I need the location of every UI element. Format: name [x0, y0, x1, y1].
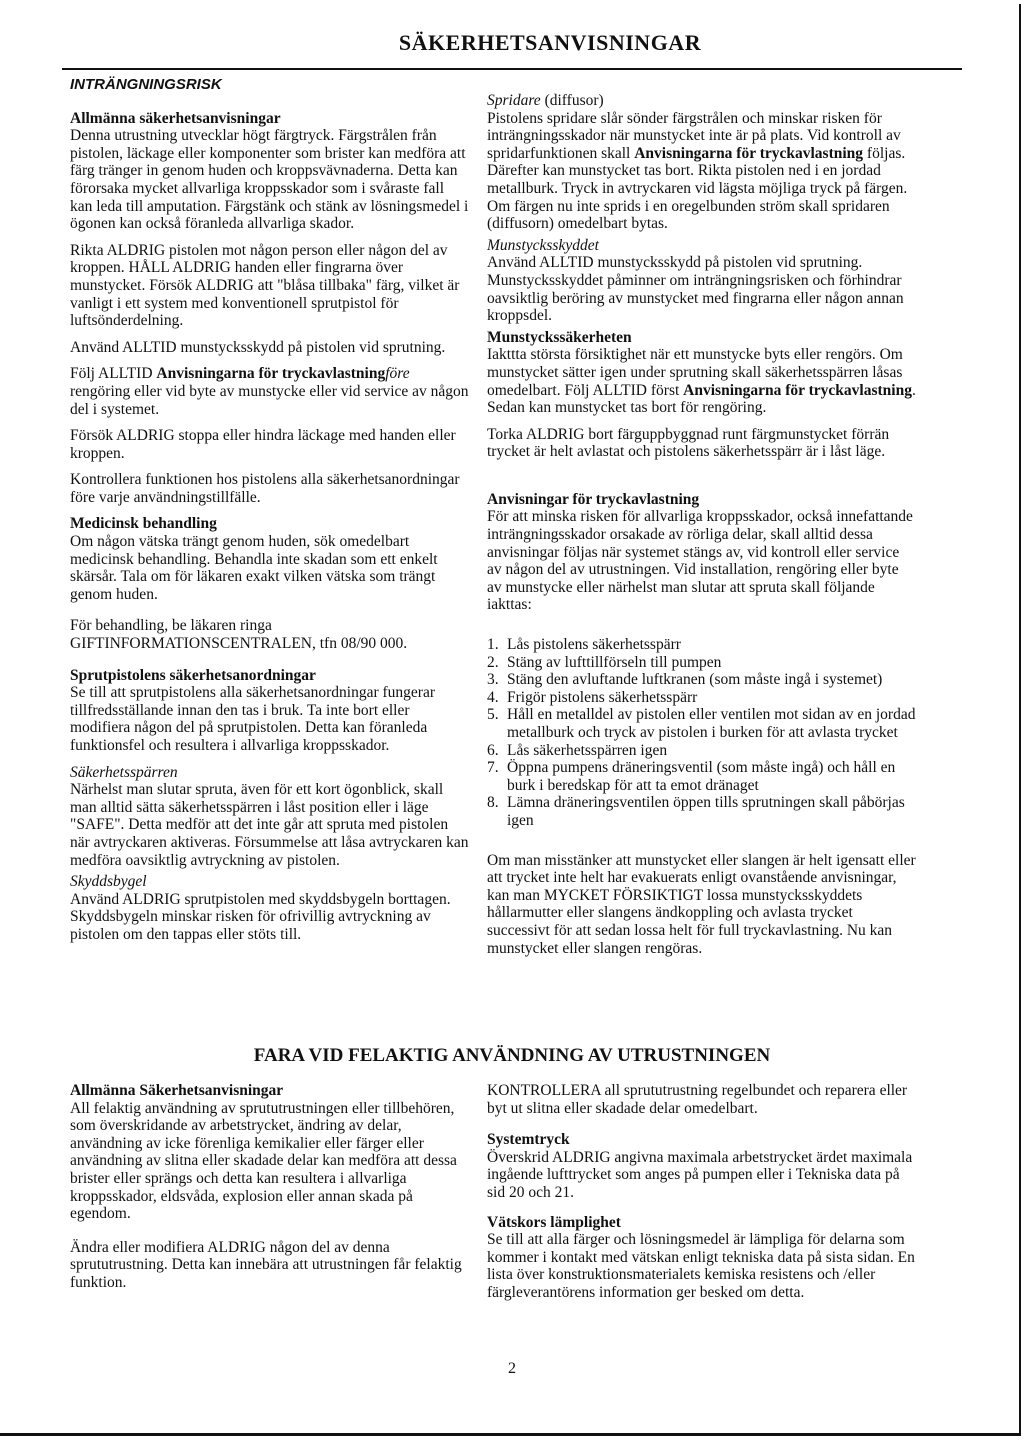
- step-text: Frigör pistolens säkerhetsspärr: [507, 688, 698, 706]
- modify-warning-text: Ändra eller modifiera ALDRIG någon del av denna sprututrustning. Detta kan innebära att utrustningen får felaktig funktion.: [70, 1238, 462, 1291]
- step-text: Stäng av lufttillförseln till pumpen: [507, 653, 722, 671]
- system-pressure-heading: Systemtryck: [487, 1131, 570, 1149]
- section-heading-intrangningsrisk: INTRÄNGNINGSRISK: [70, 76, 222, 93]
- relief-step: [487, 689, 917, 707]
- page-border-right: [1019, 4, 1021, 1436]
- paragraph-never-aim: Rikta ALDRIG pistolen mot någon person eller någon del av kroppen. HÅLL ALDRIG handen eller fingrarna över munstycket. Försök ALDRIG att "blåsa tillbaka" färg, vilket är vanligt i ett system med konventionell sprutpistol för luftsönderdelning.: [70, 241, 460, 330]
- diffuser-text: Pistolens spridare slår sönder färgstrålen och minskar risken för inträngningsskador när munstycket inte är på plats. Vid kontroll av spridarfunktionen skall Anvisningarna för tryckavlastning följas. Därefter kan munstycket tas bort. Rikta pistolen ned i en jordad metallburk. Tryck in avtryckaren vid lägsta möjliga tryck på färgen. Om färgen nu inte sprids i en oregelbunden ström skall spridaren (diffusorn) omedelbart bytas.: [487, 109, 908, 233]
- paragraph-never-stop-leak: Försök ALDRIG stoppa eller hindra läckage med handen eller kroppen.: [70, 427, 456, 462]
- relief-step: [487, 706, 917, 741]
- step-number: 6.: [487, 741, 499, 759]
- bottom-left-column: [70, 1082, 470, 1301]
- medical-heading: Medicinsk behandling: [70, 515, 217, 533]
- trigger-guard-subheading: Skyddsbygel: [70, 873, 147, 891]
- step-text: Lås pistolens säkerhetsspärr: [507, 636, 681, 654]
- gun-safety-text: Se till att sprutpistolens alla säkerhetsanordningar fungerar tillfredsställande innan den tas i bruk. Ta inte bort eller modifiera någon del på sprutpistolen. Detta kan föranleda funktionsfel och resultera i allvarliga kroppsskador.: [70, 684, 436, 754]
- right-column: [487, 92, 917, 966]
- step-number: 7.: [487, 759, 499, 777]
- relief-step: [487, 671, 917, 689]
- fluid-compatibility-heading: Vätskors lämplighet: [487, 1213, 621, 1231]
- diffuser-subheading: Spridare (diffusor): [487, 92, 604, 109]
- relief-step: [487, 636, 917, 654]
- tipguard-text: Använd ALLTID munstycksskydd på pistolen vid sprutning. Munstycksskyddet påminner om inträngningsrisken och förhindrar oavsiktlig beröring av munstycket med fingrarna eller någon annan kroppsdel.: [487, 254, 904, 325]
- step-number: 2.: [487, 653, 499, 671]
- system-pressure-text: Överskrid ALDRIG angivna maximala arbetstrycket ärdet maximala ingående lufttrycket som anges på pumpen eller i Tekniska data på sid 20 och 21.: [487, 1148, 913, 1201]
- step-number: 1.: [487, 636, 499, 654]
- safety-lock-subheading: Säkerhetsspärren: [70, 763, 178, 781]
- relief-step: [487, 794, 917, 829]
- pressure-relief-text: För att minska risken för allvarliga kroppsskador, också innefattande inträngningsskador orsakade av rörliga delar, skall alltid dessa anvisningar följas när systemet stängs av, vid kontroll eller service av någon del av utrustningen. Vid installation, rengöring eller byte av munstycke eller närhelst man slutar att spruta skall följande iakttas:: [487, 508, 913, 614]
- clogged-tip-text: Om man misstänker att munstycket eller slangen är helt igensatt eller att trycket inte helt har evakuerats enligt ovanstående anvisningar, kan man MYCKET FÖRSIKTIGT lossa munstycksskyddets hållarmutter eller slangens ändkoppling och avlasta trycket successivt för att sedan lossa helt för full tryckavlastning. Nu kan munstycket eller slangen rengöras.: [487, 851, 916, 957]
- trigger-guard-text: Använd ALDRIG sprutpistolen med skyddsbygeln borttagen. Skyddsbygeln minskar risken för ofrivillig avtryckning av pistolen om den tappas eller stöts till.: [70, 890, 451, 943]
- wipe-warning-text: Torka ALDRIG bort färguppbyggnad runt färgmunstycket förrän trycket är helt avlastat och pistolens säkerhetsspärr är i låst läge.: [487, 425, 890, 461]
- pressure-relief-steps: [487, 636, 917, 830]
- bottom-right-column: [487, 1082, 917, 1311]
- step-text: Öppna pumpens dräneringsventil (som måste ingå) och håll en burk i beredskap för att ta emot dränaget: [507, 759, 896, 794]
- relief-step: [487, 759, 917, 794]
- misuse-text: All felaktig användning av sprututrustningen eller tillbehören, som överskridande av arbetstrycket, ändring av delar, användning av icke förenliga kemikalier eller färger eller användning av slitna eller skadade delar kan medföra att dessa brister eller sprängs och detta kan resultera i allvarliga kroppsskador, eldsvåda, explosion eller annan skada på egendom.: [70, 1099, 457, 1223]
- title-rule: [62, 68, 962, 70]
- medical-text: Om någon vätska trängt genom huden, sök omedelbart medicinsk behandling. Behandla inte skadan som ett enkelt skärsår. Tala om för läkaren exakt vilken vätska som trängt genom huden.: [70, 533, 438, 603]
- paragraph-follow-relief: Följ ALLTID Anvisningarna för tryckavlastningföre rengöring eller vid byte av munstycke eller vid service av någon del i systemet.: [70, 365, 469, 418]
- page-border-bottom: [0, 1433, 1021, 1436]
- left-column: [70, 76, 470, 953]
- tip-safety-heading: Munstyckssäkerheten: [487, 328, 632, 346]
- pressure-relief-heading: Anvisningar för tryckavlastning: [487, 490, 700, 508]
- step-text: Stäng den avluftande luftkranen (som måste ingå i systemet): [507, 671, 883, 689]
- step-text: Lämna dräneringsventilen öppen tills sprutningen skall påbörjas igen: [507, 794, 905, 829]
- gun-safety-heading: Sprutpistolens säkerhetsanordningar: [70, 666, 316, 684]
- medical-call-text: För behandling, be läkaren ringa GIFTINFORMATIONSCENTRALEN, tfn 08/90 000.: [70, 617, 408, 653]
- step-text: Håll en metalldel av pistolen eller ventilen mot sidan av en jordad metallburk och tryck av pistolen i burken för att avlasta trycket: [507, 706, 916, 741]
- inspect-text: KONTROLLERA all sprututrustning regelbundet och reparera eller byt ut slitna eller skadade delar omedelbart.: [487, 1082, 908, 1117]
- page-number: 2: [508, 1360, 516, 1377]
- page-title: SÄKERHETSANVISNINGAR: [398, 30, 702, 55]
- step-number: 3.: [487, 671, 499, 689]
- general-safety-text: Denna utrustning utvecklar högt färgtryck. Färgstrålen från pistolen, läckage eller komponenter som brister kan medföra att färg tränger in genom huden och kroppsvävnaderna. Detta kan förorsaka mycket allvarliga kroppsskador som i svåraste fall kan leda till amputation. Färgstänk och stänk av lösningsmedel i ögonen kan också föranleda allvarliga skador.: [70, 127, 469, 233]
- relief-instructions-ref: Anvisningarna för tryckavlastning: [156, 365, 386, 383]
- step-number: 4.: [487, 688, 499, 706]
- paragraph-always-tipguard: Använd ALLTID munstycksskydd på pistolen vid sprutning.: [70, 338, 446, 356]
- safety-lock-text: Närhelst man slutar spruta, även för ett kort ögonblick, skall man alltid sätta säkerhetsspärren i låst position eller i läge "SAFE". Detta medför att det inte går att spruta med pistolen när avtryckaren aktiveras. Försummelse att låsa avtryckaren kan medföra oavsiktlig avtryckning av pistolen.: [70, 781, 469, 869]
- tipguard-subheading: Munstycksskyddet: [487, 236, 599, 254]
- fluid-compatibility-text: Se till att alla färger och lösningsmedel är lämpliga för delarna som kommer i kontakt med vätskan enligt tekniska data på sista sidan. En lista över konstruktionsmaterialets kemiska resistens och /eller färgleverantörens information ger besked om detta.: [487, 1231, 915, 1301]
- paragraph-check-safety: Kontrollera funktionen hos pistolens alla säkerhetsanordningar före varje användningstillfälle.: [70, 471, 460, 506]
- relief-step: [487, 654, 917, 672]
- danger-heading: FARA VID FELAKTIG ANVÄNDNING AV UTRUSTNINGEN: [253, 1045, 771, 1066]
- general-safety-heading-2: Allmänna Säkerhetsanvisningar: [70, 1082, 284, 1099]
- relief-step: [487, 742, 917, 760]
- step-number: 5.: [487, 706, 499, 724]
- step-text: Lås säkerhetsspärren igen: [507, 741, 668, 759]
- general-safety-heading: Allmänna säkerhetsanvisningar: [70, 109, 281, 127]
- tip-safety-text: Iakttta största försiktighet när ett munstycke byts eller rengörs. Om munstycket sätter igen under sprutning skall säkerhetsspärren låsas omedelbart. Följ ALLTID först Anvisningarna för tryckavlastning. Sedan kan munstycket tas bort för rengöring.: [487, 346, 916, 417]
- step-number: 8.: [487, 794, 499, 812]
